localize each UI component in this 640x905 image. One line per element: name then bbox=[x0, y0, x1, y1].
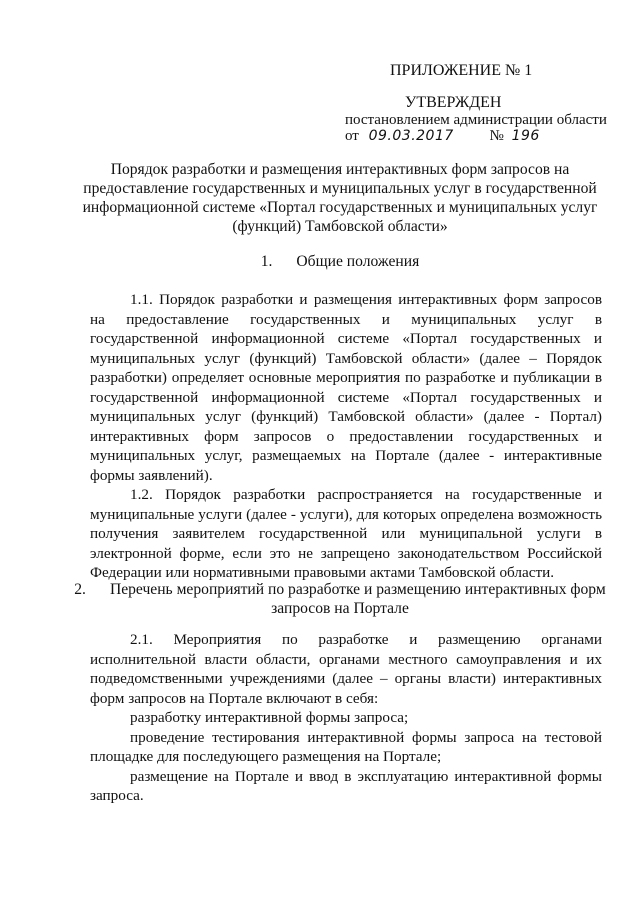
date-label: от bbox=[345, 128, 359, 144]
paragraph-1-2: 1.2. Порядок разработки распространяется на государственные и муниципальные услуги (далее - услуги), для которых определена возможность получения заявителем государственной или муниципальной услуги в электронной форме, если это не запрещено законодательством Российской Федерации или нормативными правовыми актами Тамбовской области. bbox=[90, 486, 602, 581]
handwritten-number: 196 bbox=[511, 128, 540, 144]
section-number: 1. bbox=[260, 253, 273, 270]
section-1-heading bbox=[70, 252, 610, 271]
section-number: 2. bbox=[74, 581, 86, 598]
date-line bbox=[345, 128, 540, 145]
list-item: проведение тестирования интерактивной формы запроса на тестовой площадке для последующего размещения на Портале; bbox=[90, 728, 602, 765]
number-label: № bbox=[489, 128, 504, 144]
list-item: разработку интерактивной формы запроса; bbox=[130, 709, 409, 726]
handwritten-date: 09.03.2017 bbox=[368, 128, 454, 144]
approved-label: УТВЕРЖДЕН bbox=[405, 94, 502, 111]
section-1-body bbox=[90, 290, 602, 583]
section-2-body bbox=[90, 630, 602, 806]
section-title: Перечень мероприятий по разработке и размещению интерактивных форм запросов на Портале bbox=[109, 581, 606, 617]
document-title: Порядок разработки и размещения интерактивных форм запросов на предоставление государственных и муниципальных услуг в государственной информационной системе «Портал государственных и муниципальных услуг (функций) Тамбовской области» bbox=[82, 161, 598, 235]
list-item: размещение на Портале и ввод в эксплуатацию интерактивной формы запроса. bbox=[90, 767, 602, 804]
paragraph-1-1: 1.1. Порядок разработки и размещения интерактивных форм запросов на предоставление государственных и муниципальных услуг в государственной информационной системе «Портал государственных и муниципальных услуг (функций) Тамбовской области» (далее – Порядок разработки) определяет основные мероприятия по разработке и публикации в государственной информационной системе «Портал государственных и муниципальных услуг (функций) Тамбовской области» (далее - Портал) интерактивных форм запросов о предоставлении государственных и муниципальных услуг, размещаемых на Портале (далее - интерактивные формы заявлений). bbox=[90, 291, 602, 484]
section-title: Общие положения bbox=[296, 253, 420, 270]
decree-line: постановлением администрации области bbox=[345, 112, 607, 128]
paragraph-2-1: 2.1. Мероприятия по разработке и размещению органами исполнительной власти области, органами местного самоуправления и их подведомственными учреждениями (далее – органы власти) интерактивных форм запросов на Портале включают в себя: bbox=[90, 631, 602, 707]
section-2-heading bbox=[70, 580, 610, 618]
appendix-label: ПРИЛОЖЕНИЕ № 1 bbox=[390, 62, 533, 79]
